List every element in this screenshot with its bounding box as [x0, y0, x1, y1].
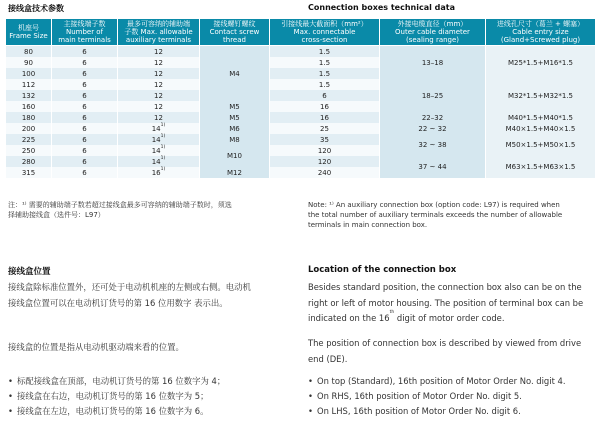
cell-aux: 14$^{1)}$ [118, 156, 200, 167]
col-header-main-terminals: 主接线端子数 Number of main terminals [52, 19, 118, 46]
footnote-cn: 注：¹⁾ 需要的辅助端子数若超过接线盒最多可容纳的辅助端子数时，须选 择辅助接线盒（选件号：L97） [8, 201, 232, 219]
cell-entry: M40*1.5+M40*1.5 [486, 112, 596, 123]
footnote-en: Note: ¹⁾ An auxiliary connection box (option code: L97) is required when the total number of auxiliary terminals exceeds the number of allowable terminals in main connection box. [308, 201, 563, 229]
table-row [6, 112, 596, 123]
position-list-en [308, 374, 598, 419]
cell-main: 6 [52, 112, 118, 123]
col-header-cable-entry: 进线孔尺寸（葛兰 + 螺塞） Cable entry size (Gland+Screwed plug) [486, 19, 596, 46]
cell-aux: 12 [118, 112, 200, 123]
cell-diameter: 22–32 [380, 112, 486, 123]
cell-cross: 16 [270, 101, 380, 112]
list-item: • 接线盒在右边，电动机订货号的第 16 位数字为 5； [8, 389, 300, 404]
cell-main: 6 [52, 134, 118, 145]
cell-aux: 12 [118, 68, 200, 79]
cell-main: 6 [52, 46, 118, 58]
cell-frame: 80 [6, 46, 52, 58]
cell-diameter: 32 ~ 38 [380, 134, 486, 156]
cell-cross: 25 [270, 123, 380, 134]
table-header-row [6, 19, 596, 46]
table-row [6, 134, 596, 145]
cell-main: 6 [52, 145, 118, 156]
cell-thread: M10 [200, 145, 270, 167]
cell-entry: M32*1.5+M32*1.5 [486, 79, 596, 112]
cell-diameter: 18–25 [380, 79, 486, 112]
cell-frame: 315 [6, 167, 52, 178]
cell-aux: 12 [118, 57, 200, 68]
cell-thread: M12 [200, 167, 270, 178]
cell-thread: M5 [200, 112, 270, 123]
viewpoint-paragraph-cn: 接线盒的位置是指从电动机驱动端来看的位置。 [8, 342, 184, 352]
location-paragraph-en: Besides standard position, the connection box also can be on the right or left of motor housing. The position of terminal box can be indicated on the 16th digit of motor order code. [308, 282, 584, 324]
cell-main: 6 [52, 167, 118, 178]
cell-entry: M25*1.5+M16*1.5 [486, 46, 596, 80]
cell-frame: 280 [6, 156, 52, 167]
cell-cross: 16 [270, 112, 380, 123]
cell-frame: 250 [6, 145, 52, 156]
cell-main: 6 [52, 79, 118, 90]
col-header-cross-section: 引接线最大截面积（mm²） Max. connectable cross-section [270, 19, 380, 46]
cell-entry: M63×1.5+M63×1.5 [486, 156, 596, 178]
cell-main: 6 [52, 90, 118, 101]
table-title-cn: 接线盒技术参数 [8, 4, 64, 13]
cell-cross: 1.5 [270, 46, 380, 58]
viewpoint-paragraph-en: The position of connection box is described by viewed from drive end (DE). [308, 338, 582, 364]
list-item: • On LHS, 16th position of Motor Order No. digit 6. [308, 404, 598, 419]
cell-aux: 14$^{1)}$ [118, 134, 200, 145]
cell-thread: M8 [200, 134, 270, 145]
cell-aux: 12 [118, 46, 200, 58]
cell-aux: 12 [118, 101, 200, 112]
cell-main: 6 [52, 101, 118, 112]
col-header-aux-terminals: 最多可容纳的辅助端 子数 Max. allowable auxiliary terminals [118, 19, 200, 46]
table-row [6, 79, 596, 90]
location-title-cn: 接线盒位置 [8, 267, 51, 277]
cell-frame: 132 [6, 90, 52, 101]
table-row [6, 123, 596, 134]
cell-thread: M4 [200, 46, 270, 102]
cell-frame: 200 [6, 123, 52, 134]
cell-diameter: 22 ~ 32 [380, 123, 486, 134]
location-title-en: Location of the connection box [308, 265, 457, 275]
cell-cross: 1.5 [270, 68, 380, 79]
cell-frame: 112 [6, 79, 52, 90]
cell-main: 6 [52, 156, 118, 167]
cell-frame: 160 [6, 101, 52, 112]
cell-entry: M50×1.5+M50×1.5 [486, 134, 596, 156]
col-header-cable-diameter: 外接电缆直径（mm） Outer cable diameter (sealing range) [380, 19, 486, 46]
col-header-thread: 接线螺钉螺纹 Contact screw thread [200, 19, 270, 46]
cell-aux: 14$^{1)}$ [118, 123, 200, 134]
cell-thread: M6 [200, 123, 270, 134]
cell-aux: 12 [118, 79, 200, 90]
list-item: • 接线盒在左边，电动机订货号的第 16 位数字为 6。 [8, 404, 300, 419]
cell-diameter: 37 ~ 44 [380, 156, 486, 178]
table-row [6, 156, 596, 167]
cell-main: 6 [52, 57, 118, 68]
list-item: • 标配接线盒在顶部，电动机订货号的第 16 位数字为 4； [8, 374, 300, 389]
list-item: • On top (Standard), 16th position of Motor Order No. digit 4. [308, 374, 598, 389]
cell-cross: 1.5 [270, 79, 380, 90]
cell-frame: 225 [6, 134, 52, 145]
location-paragraph-cn: 接线盒除标准位置外，还可处于电动机机座的左侧或右侧。电动机 接线盒位置可以在电动机订货号的第 16 位用数字 表示出。 [8, 282, 251, 308]
cell-entry: M40×1.5+M40×1.5 [486, 123, 596, 134]
cell-cross: 1.5 [270, 57, 380, 68]
cell-cross: 6 [270, 90, 380, 101]
cell-frame: 90 [6, 57, 52, 68]
cell-diameter: 13–18 [380, 46, 486, 80]
cell-main: 6 [52, 68, 118, 79]
cell-aux: 16$^{1)}$ [118, 167, 200, 178]
list-item: • On RHS, 16th position of Motor Order No. digit 5. [308, 389, 598, 404]
cell-frame: 180 [6, 112, 52, 123]
table-title-en: Connection boxes technical data [308, 3, 455, 12]
table-row [6, 46, 596, 58]
cell-aux: 12 [118, 90, 200, 101]
cell-frame: 100 [6, 68, 52, 79]
cell-cross: 120 [270, 156, 380, 167]
connection-box-table [5, 18, 596, 178]
cell-thread: M5 [200, 101, 270, 112]
cell-main: 6 [52, 123, 118, 134]
col-header-frame: 机座号 Frame Size [6, 19, 52, 46]
cell-cross: 35 [270, 134, 380, 145]
cell-aux: 14$^{1)}$ [118, 145, 200, 156]
cell-cross: 120 [270, 145, 380, 156]
position-list-cn [8, 374, 300, 419]
cell-cross: 240 [270, 167, 380, 178]
